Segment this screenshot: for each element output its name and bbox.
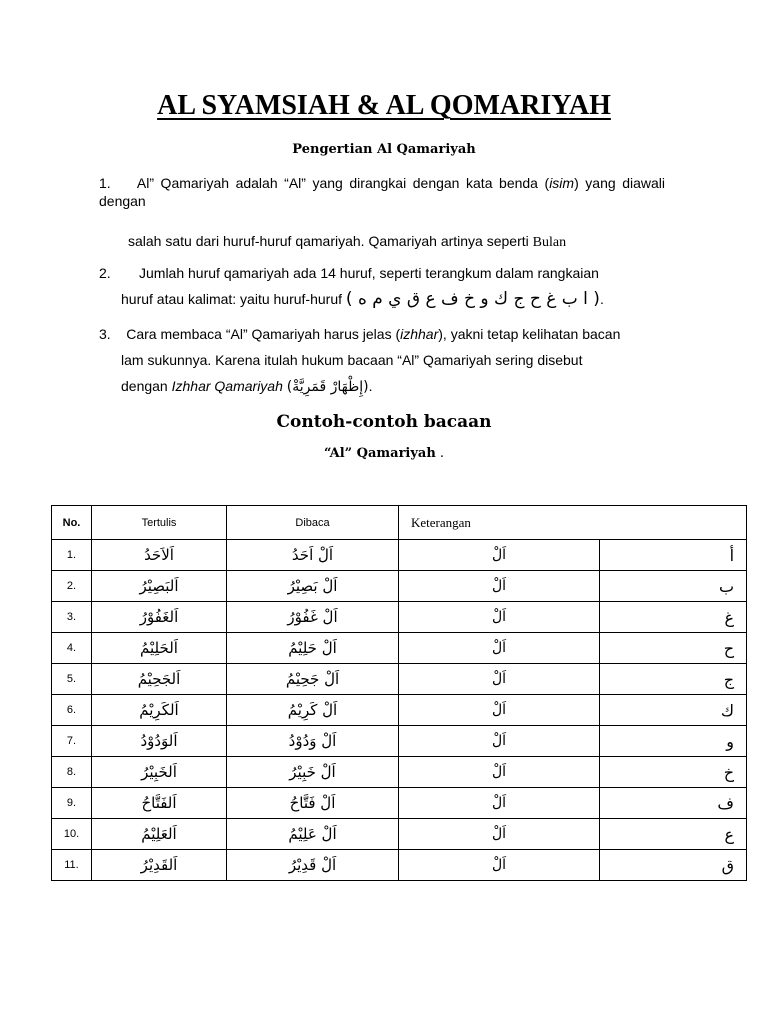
table-row [52, 633, 747, 664]
header-keterangan: Keterangan [399, 506, 747, 540]
cell-keterangan-al: اَلْ [399, 664, 600, 695]
table-row [52, 757, 747, 788]
cell-dibaca: اَلْ بَصِيْرُ [227, 571, 399, 602]
cell-dibaca: اَلْ كَرِيْمُ [227, 695, 399, 726]
izhhar-qamariyah-arabic: (إِظْهَارْ قَمَرِيَّةْ) [286, 379, 369, 395]
point-1-line-2 [128, 228, 688, 256]
cell-dibaca: اَلْ قَدِيْرُ [227, 850, 399, 881]
point-1-number: 1. [99, 175, 111, 191]
point-1-italic: isim [549, 175, 575, 191]
cell-keterangan-al: اَلْ [399, 695, 600, 726]
cell-keterangan-huruf: خ [600, 757, 747, 788]
cell-tertulis: اَلاَحَدُ [92, 540, 227, 571]
header-dibaca: Dibaca [227, 506, 399, 540]
cell-keterangan-huruf: ب [600, 571, 747, 602]
cell-tertulis: اَلبَصِيْرُ [92, 571, 227, 602]
examples-subheading-end: . [435, 446, 445, 461]
row-number: 2. [52, 571, 92, 602]
point-2-line-1: Jumlah huruf qamariyah ada 14 huruf, seperti terangkum dalam rangkaian [139, 265, 599, 281]
table-header-row [52, 506, 747, 540]
cell-keterangan-al: اَلْ [399, 602, 600, 633]
table-row [52, 602, 747, 633]
cell-tertulis: اَلخَبِيْرُ [92, 757, 227, 788]
cell-tertulis: اَلوَدُوْدُ [92, 726, 227, 757]
cell-keterangan-al: اَلْ [399, 850, 600, 881]
page-title [0, 90, 768, 122]
row-number: 10. [52, 819, 92, 850]
cell-tertulis: اَلجَحِيْمُ [92, 664, 227, 695]
cell-keterangan-al: اَلْ [399, 819, 600, 850]
point-3-line-2: lam sukunnya. Karena itulah hukum bacaan “Al” Qamariyah sering disebut [121, 352, 583, 368]
cell-tertulis: اَلكَرِيْمُ [92, 695, 227, 726]
cell-tertulis: اَلفَتَّاحُ [92, 788, 227, 819]
examples-subheading [0, 446, 768, 461]
table-row [52, 540, 747, 571]
point-3-line-3 [121, 373, 667, 400]
cell-keterangan-al: اَلْ [399, 571, 600, 602]
qamariyah-letters: ( ا ب غ ح ج ك و خ ف ع ق ي م ه ) [345, 289, 600, 309]
cell-dibaca: اَلْ جَحِيْمُ [227, 664, 399, 695]
cell-keterangan-al: اَلْ [399, 633, 600, 664]
row-number: 8. [52, 757, 92, 788]
cell-keterangan-huruf: ح [600, 633, 747, 664]
cell-dibaca: اَلْ وَدُوْدُ [227, 726, 399, 757]
header-no: No. [52, 506, 92, 540]
cell-keterangan-huruf: أ [600, 540, 747, 571]
point-1-text-a: Al” Qamariyah adalah “Al” yang dirangkai dengan kata benda ( [136, 175, 550, 191]
point-3-line-3-a: dengan [121, 378, 172, 394]
cell-dibaca: اَلْ اَحَدُ [227, 540, 399, 571]
cell-dibaca: اَلْ فَتَّاحُ [227, 788, 399, 819]
row-number: 1. [52, 540, 92, 571]
point-1 [99, 174, 665, 210]
row-number: 9. [52, 788, 92, 819]
cell-tertulis: اَلغَفُوْرُ [92, 602, 227, 633]
header-tertulis: Tertulis [92, 506, 227, 540]
cell-keterangan-huruf: ق [600, 850, 747, 881]
point-2-number: 2. [99, 265, 111, 281]
point-3-line-1-a: Cara membaca “Al” Qamariyah harus jelas ( [126, 326, 401, 342]
point-1-line-2-serif: Bulan [532, 235, 567, 250]
table-row [52, 664, 747, 695]
row-number: 4. [52, 633, 92, 664]
cell-dibaca: اَلْ خَبِيْرُ [227, 757, 399, 788]
section-subtitle: Pengertian Al Qamariyah [292, 142, 476, 157]
cell-keterangan-al: اَلْ [399, 757, 600, 788]
cell-keterangan-huruf: ج [600, 664, 747, 695]
table-row [52, 726, 747, 757]
page-title-text: AL SYAMSIAH & AL QOMARIYAH [157, 90, 611, 121]
cell-keterangan-huruf: ف [600, 788, 747, 819]
point-1-text-b: ) yang diawali dengan [99, 175, 665, 209]
cell-keterangan-al: اَلْ [399, 726, 600, 757]
cell-keterangan-huruf: غ [600, 602, 747, 633]
table-row [52, 819, 747, 850]
point-3-line-3-italic: Izhhar Qamariyah [171, 378, 283, 394]
point-2-line-2-text: huruf atau kalimat: yaitu huruf-huruf [121, 291, 346, 307]
cell-keterangan-al: اَلْ [399, 540, 600, 571]
point-3-line-3-end: . [368, 378, 373, 394]
point-1-line-2-text: salah satu dari huruf-huruf qamariyah. Qamariyah artinya seperti [128, 233, 533, 249]
point-3-number: 3. [99, 326, 111, 342]
cell-dibaca: اَلْ غَفُوْرُ [227, 602, 399, 633]
examples-heading: Contoh-contoh bacaan [276, 412, 492, 432]
cell-dibaca: اَلْ حَلِيْمُ [227, 633, 399, 664]
cell-keterangan-al: اَلْ [399, 788, 600, 819]
row-number: 5. [52, 664, 92, 695]
point-2 [99, 260, 665, 286]
table-row [52, 695, 747, 726]
cell-keterangan-huruf: و [600, 726, 747, 757]
point-2-line-2-end: . [599, 291, 604, 307]
point-3 [99, 321, 666, 347]
row-number: 11. [52, 850, 92, 881]
table-row [52, 571, 747, 602]
table-body [52, 540, 747, 881]
cell-tertulis: اَلعَلِيْمُ [92, 819, 227, 850]
point-2-line-2 [121, 286, 681, 312]
cell-keterangan-huruf: ع [600, 819, 747, 850]
cell-tertulis: اَلقَدِيْرُ [92, 850, 227, 881]
examples-table [51, 505, 747, 881]
point-3-line-1-b: ), yakni tetap kelihatan bacan [438, 326, 621, 342]
table-row [52, 850, 747, 881]
row-number: 3. [52, 602, 92, 633]
point-3-line-1-italic: izhhar [400, 326, 439, 342]
row-number: 6. [52, 695, 92, 726]
cell-keterangan-huruf: ك [600, 695, 747, 726]
examples-subheading-text: “Al” Qamariyah [323, 446, 436, 461]
cell-dibaca: اَلْ عَلِيْمُ [227, 819, 399, 850]
table-row [52, 788, 747, 819]
cell-tertulis: اَلحَلِيْمُ [92, 633, 227, 664]
row-number: 7. [52, 726, 92, 757]
